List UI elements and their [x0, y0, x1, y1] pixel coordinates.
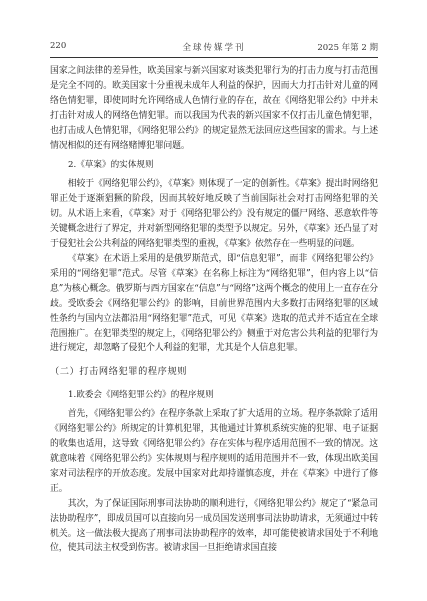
issue-label: 2025 年第 2 期 — [317, 43, 378, 53]
paragraph: 其次，为了保证国际刑事司法协助的顺利进行，《网络犯罪公约》规定了“紧急司法协助程序”，即成员国可以直接向另一成员国发送刑事司法协助请求，无须通过中转机关。这一做法极大提高了刑事司法协助程序的效率，却可能使被请求国处于不利地位，使其司法主权受到伤害。被请求国一旦拒绝请求国直接 — [50, 498, 378, 554]
journal-title: 全球传媒学刊 — [182, 43, 246, 53]
header-rule — [50, 57, 378, 58]
article-body — [50, 64, 378, 556]
paragraph: 首先，《网络犯罪公约》在程序条款上采取了扩大适用的立场。程序条款除了适用《网络犯罪公约》所规定的计算机犯罪，其他通过计算机系统实施的犯罪、电子证据的收集也适用，这导致《网络犯罪公约》存在实体与程序适用范围不一致的情况。这就意味着《网络犯罪公约》实体规则与程序规则的适用范围并不一致，体现出欧美国家对司法程序的开放态度。发展中国家对此却持谨慎态度，并在《草案》中进行了修正。 — [50, 409, 378, 494]
paragraph: 相较于《网络犯罪公约》，《草案》则体现了一定的创新性。《草案》提出时网络犯罪正处于逐渐猖獗的阶段，因而其较好地反映了当前国际社会对打击网络犯罪的关切。从术语上来看，《草案》对于《网络犯罪公约》没有规定的僵尸网络、恶意软件等关键概念进行了界定，并对新型网络犯罪的类型予以规定。另外，《草案》还凸显了对于侵犯社会公共利益的网络犯罪类型的重视，《草案》依然存在一些明显的问题。 — [50, 179, 378, 250]
running-header — [50, 41, 378, 57]
section-heading: 2.《草案》的实体规则 — [68, 160, 154, 171]
subsection-heading: 1.欧委会《网络犯罪公约》的程序规则 — [68, 390, 214, 401]
section-heading: （二）打击网络犯罪的程序规则 — [50, 366, 188, 378]
page-number: 220 — [50, 41, 67, 51]
paragraph: 《草案》在术语上采用的是俄罗斯范式，即“信息犯罪”，而非《网络犯罪公约》采用的“网络犯罪”范式。尽管《草案》在名称上标注为“网络犯罪”，但内容上以“信息”为核心概念。俄罗斯与西方国家在“信息”与“网络”这两个概念的使用上一直存在分歧。受欧委会《网络犯罪公约》的影响，目前世界范围内大多数打击网络犯罪的区域性条约与国内立法都沿用“网络犯罪”范式，可见《草案》选取的范式并不适宜在全球范围推广。在犯罪类型的规定上，《网络犯罪公约》侧重于对危害公共利益的犯罪行为进行规定，却忽略了侵犯个人利益的犯罪，尤其是个人信息犯罪。 — [50, 253, 378, 354]
paragraph: 国家之间法律的差异性，欧美国家与新兴国家对该类犯罪行为的打击力度与打击范围是完全不同的。欧美国家十分重视未成年人利益的保护，因而大力打击针对儿童的网络色情犯罪，即使同时允许网络成人色情行业的存在，故在《网络犯罪公约》中并未打击针对成人的网络色情犯罪。而以我国为代表的新兴国家不仅打击儿童色情犯罪，也打击成人色情犯罪，《网络犯罪公约》的规定显然无法回应这些国家的需求。与上述情况相似的还有网络赌博犯罪问题。 — [50, 66, 378, 151]
